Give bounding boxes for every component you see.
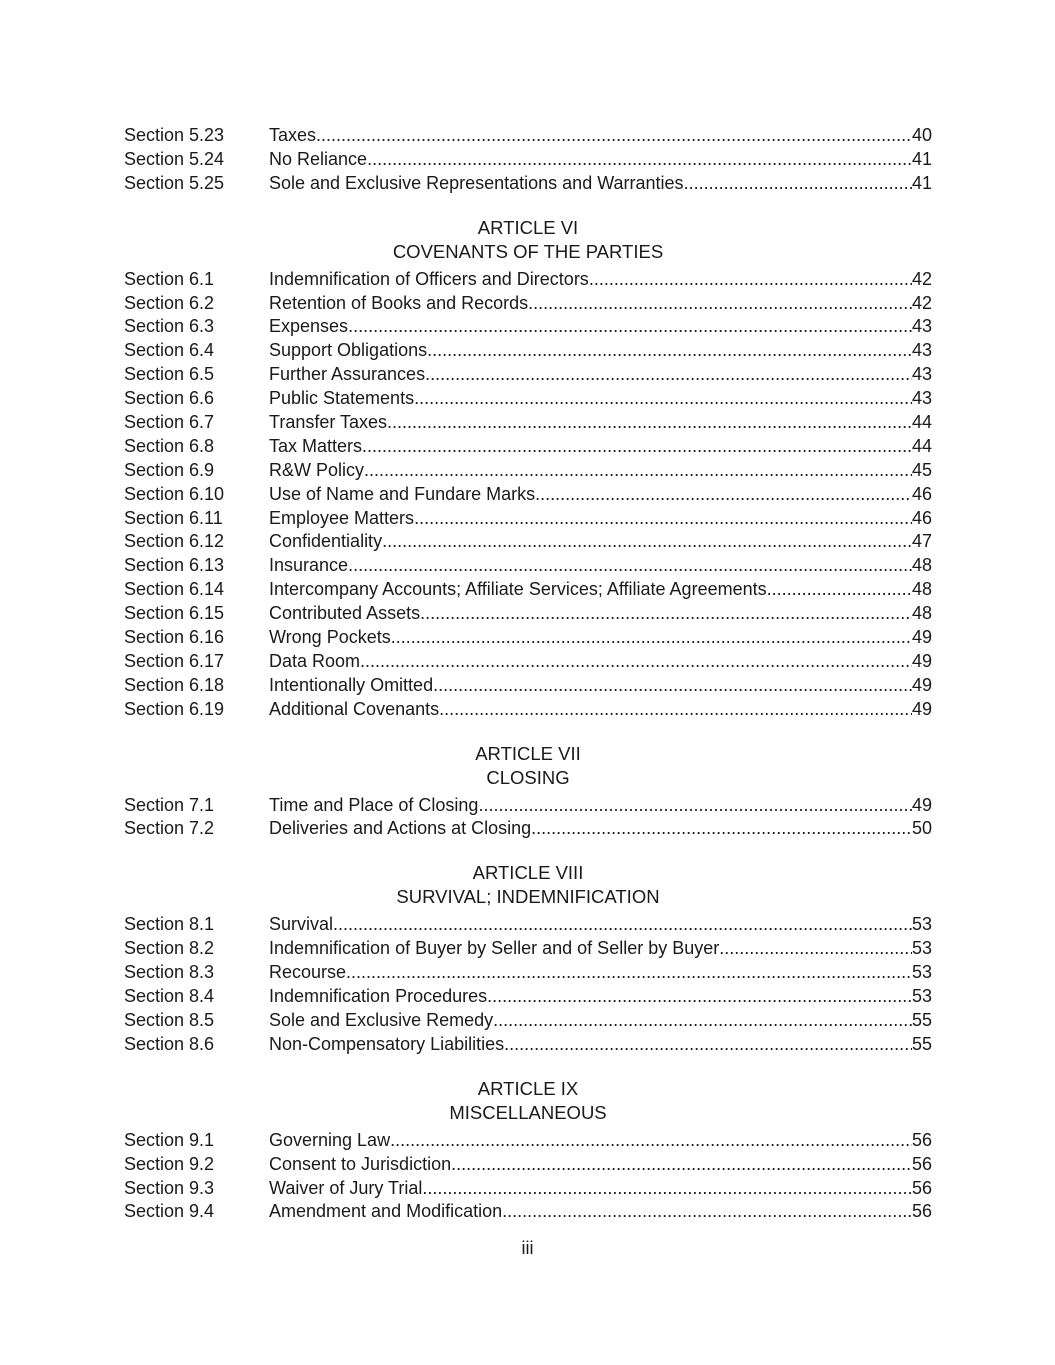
page-reference: 44 (911, 435, 932, 456)
section-title: R&W Policy (269, 459, 365, 480)
dot-leader (504, 1033, 912, 1057)
dot-leader (333, 913, 912, 937)
section-title: Indemnification Procedures (269, 986, 488, 1007)
toc-entry[interactable] (124, 411, 932, 435)
section-number: Section 6.5 (124, 364, 215, 385)
section-number: Section 6.15 (124, 603, 225, 624)
dot-leader (420, 602, 912, 626)
section-number: Section 8.4 (124, 986, 215, 1007)
page-reference: 56 (911, 1153, 932, 1174)
page-reference: 48 (911, 555, 932, 576)
toc-entry[interactable] (124, 459, 932, 483)
toc-entry[interactable] (124, 578, 932, 602)
section-number: Section 6.7 (124, 412, 215, 433)
page-reference: 56 (911, 1129, 932, 1150)
section-title: Survival (269, 914, 334, 935)
section-number: Section 7.2 (124, 818, 215, 839)
section-title: Indemnification of Officers and Directors (269, 268, 589, 289)
section-title: Indemnification of Buyer by Seller and of Seller by Buyer (269, 938, 720, 959)
toc-entry[interactable] (124, 937, 932, 961)
dot-leader (362, 435, 912, 459)
article-number: ARTICLE VII (475, 742, 581, 764)
page-reference: 43 (911, 340, 932, 361)
toc-entry[interactable] (124, 794, 932, 818)
toc-entry[interactable] (124, 626, 932, 650)
page-reference: 49 (911, 674, 932, 695)
article-heading: SURVIVAL; INDEMNIFICATION (396, 886, 660, 908)
section-number: Section 6.11 (124, 507, 223, 528)
section-title: Taxes (269, 125, 317, 145)
dot-leader (719, 937, 912, 961)
toc-entry[interactable] (124, 674, 932, 698)
section-title: Tax Matters (269, 435, 363, 456)
dot-leader (367, 148, 912, 172)
dot-leader (433, 674, 912, 698)
section-title: Recourse (269, 962, 347, 983)
page-reference: 46 (911, 483, 932, 504)
page-reference: 55 (911, 1033, 932, 1054)
table-of-contents (124, 124, 932, 1224)
section-title: Employee Matters (269, 507, 415, 528)
page-number: iii (521, 1238, 534, 1258)
section-title: No Reliance (269, 148, 368, 169)
dot-leader (346, 961, 912, 985)
section-number: Section 8.2 (124, 938, 215, 959)
page-reference: 48 (911, 579, 932, 600)
dot-leader (414, 387, 912, 411)
toc-entry[interactable] (124, 602, 932, 626)
dot-leader (414, 507, 912, 531)
page-reference: 49 (911, 794, 932, 815)
page-reference: 44 (911, 412, 932, 433)
toc-entry[interactable] (124, 1009, 932, 1033)
page-reference: 56 (911, 1201, 932, 1222)
section-number: Section 6.10 (124, 483, 225, 504)
page-reference: 55 (911, 1009, 932, 1030)
section-title: Contributed Assets (269, 603, 421, 624)
section-number: Section 8.5 (124, 1009, 215, 1030)
dot-leader (493, 1009, 912, 1033)
toc-entry[interactable] (124, 1177, 932, 1201)
dot-leader (390, 1129, 912, 1153)
page-reference: 41 (911, 148, 932, 169)
section-number: Section 9.4 (124, 1201, 215, 1222)
toc-entry[interactable] (124, 1153, 932, 1177)
section-title: Further Assurances (269, 364, 426, 385)
dot-leader (422, 1177, 912, 1201)
section-title: Intercompany Accounts; Affiliate Services; Affiliate Agreements (269, 579, 767, 600)
article-number: ARTICLE VIII (472, 862, 584, 884)
toc-entry[interactable] (124, 913, 932, 937)
toc-entry[interactable] (124, 268, 932, 292)
page-reference: 42 (911, 268, 932, 289)
page-reference: 53 (911, 914, 932, 935)
toc-entry[interactable] (124, 1129, 932, 1153)
section-title: Additional Covenants (269, 698, 440, 719)
dot-leader (348, 554, 912, 578)
page-reference: 42 (911, 292, 932, 313)
toc-entry[interactable] (124, 172, 932, 196)
page-reference: 43 (911, 316, 932, 337)
section-title: Intentionally Omitted (269, 674, 434, 695)
page-reference: 53 (911, 962, 932, 983)
section-number: Section 9.3 (124, 1177, 215, 1198)
section-number: Section 9.1 (124, 1129, 215, 1150)
page-reference: 43 (911, 388, 932, 409)
section-number: Section 6.18 (124, 674, 225, 695)
section-number: Section 5.25 (124, 172, 225, 193)
dot-leader (348, 315, 912, 339)
section-number: Section 6.17 (124, 650, 225, 671)
article-heading: COVENANTS OF THE PARTIES (392, 240, 664, 262)
toc-entry[interactable] (124, 387, 932, 411)
section-title: Expenses (269, 316, 349, 337)
toc-entry[interactable] (124, 817, 932, 841)
dot-leader (316, 124, 912, 148)
page-reference: 53 (911, 938, 932, 959)
dot-leader (684, 172, 912, 196)
dot-leader (502, 1200, 912, 1224)
section-number: Section 6.9 (124, 459, 215, 480)
article-heading: CLOSING (486, 766, 570, 788)
section-title: Consent to Jurisdiction (269, 1153, 452, 1174)
toc-entry[interactable] (124, 483, 932, 507)
page-reference: 49 (911, 650, 932, 671)
dot-leader (487, 985, 912, 1009)
section-number: Section 6.1 (124, 268, 215, 289)
dot-leader (439, 698, 912, 722)
section-title: Wrong Pockets (269, 627, 391, 648)
section-number: Section 6.12 (124, 531, 225, 552)
article-number: ARTICLE VI (477, 216, 579, 238)
page-reference: 49 (911, 627, 932, 648)
section-title: Transfer Taxes (269, 412, 388, 433)
dot-leader (478, 794, 912, 818)
article-number: ARTICLE IX (477, 1077, 579, 1099)
section-title: Public Statements (269, 388, 415, 409)
dot-leader (387, 411, 912, 435)
section-title: Amendment and Modification (269, 1201, 503, 1222)
section-number: Section 6.8 (124, 435, 215, 456)
toc-entry[interactable] (124, 698, 932, 722)
section-number: Section 9.2 (124, 1153, 215, 1174)
page-reference: 50 (911, 818, 932, 839)
section-number: Section 6.6 (124, 388, 215, 409)
dot-leader (382, 530, 912, 554)
section-title: Support Obligations (269, 340, 428, 361)
toc-entry[interactable] (124, 1033, 932, 1057)
section-number: Section 8.3 (124, 962, 215, 983)
section-number: Section 6.3 (124, 316, 215, 337)
toc-entry[interactable] (124, 363, 932, 387)
section-number: Section 6.13 (124, 555, 225, 576)
dot-leader (364, 459, 912, 483)
toc-entry[interactable] (124, 554, 932, 578)
page-reference: 41 (911, 172, 932, 193)
toc-entry[interactable] (124, 507, 932, 531)
toc-entry[interactable] (124, 435, 932, 459)
section-title: Time and Place of Closing (269, 794, 479, 815)
section-number: Section 6.2 (124, 292, 215, 313)
toc-entry[interactable] (124, 315, 932, 339)
toc-entry[interactable] (124, 985, 932, 1009)
page-reference: 45 (911, 459, 932, 480)
toc-entry[interactable] (124, 1200, 932, 1224)
dot-leader (391, 626, 912, 650)
dot-leader (528, 292, 912, 316)
section-title: Confidentiality (269, 531, 383, 552)
page-reference: 47 (911, 531, 932, 552)
section-number: Section 6.16 (124, 627, 225, 648)
dot-leader (425, 363, 912, 387)
section-title: Sole and Exclusive Representations and Warranties (269, 172, 684, 193)
section-number: Section 6.19 (124, 698, 225, 719)
section-title: Governing Law (269, 1129, 391, 1150)
section-title: Sole and Exclusive Remedy (269, 1009, 494, 1030)
toc-entry[interactable] (124, 339, 932, 363)
section-number: Section 6.14 (124, 579, 225, 600)
section-number: Section 7.1 (124, 794, 215, 815)
section-title: Data Room (269, 650, 361, 671)
toc-entry[interactable] (124, 148, 932, 172)
page-reference: 40 (911, 125, 932, 145)
dot-leader (531, 817, 912, 841)
section-title: Non-Compensatory Liabilities (269, 1033, 505, 1054)
toc-entry[interactable] (124, 124, 932, 148)
page-reference: 43 (911, 364, 932, 385)
section-title: Use of Name and Fundare Marks (269, 483, 536, 504)
dot-leader (589, 268, 912, 292)
dot-leader (427, 339, 912, 363)
page-reference: 49 (911, 698, 932, 719)
page-reference: 56 (911, 1177, 932, 1198)
page-reference: 53 (911, 986, 932, 1007)
toc-entry[interactable] (124, 650, 932, 674)
section-title: Retention of Books and Records (269, 292, 529, 313)
section-title: Waiver of Jury Trial (269, 1177, 423, 1198)
section-title: Insurance (269, 555, 349, 576)
section-number: Section 8.6 (124, 1033, 215, 1054)
dot-leader (767, 578, 912, 602)
article-heading: MISCELLANEOUS (449, 1101, 607, 1123)
section-number: Section 6.4 (124, 340, 215, 361)
toc-entry[interactable] (124, 961, 932, 985)
section-number: Section 8.1 (124, 914, 215, 935)
page-reference: 48 (911, 603, 932, 624)
section-number: Section 5.24 (124, 148, 225, 169)
toc-entry[interactable] (124, 530, 932, 554)
dot-leader (360, 650, 912, 674)
section-title: Deliveries and Actions at Closing (269, 818, 532, 839)
section-number: Section 5.23 (124, 125, 225, 145)
page-reference: 46 (911, 507, 932, 528)
dot-leader (535, 483, 912, 507)
toc-entry[interactable] (124, 292, 932, 316)
dot-leader (451, 1153, 912, 1177)
